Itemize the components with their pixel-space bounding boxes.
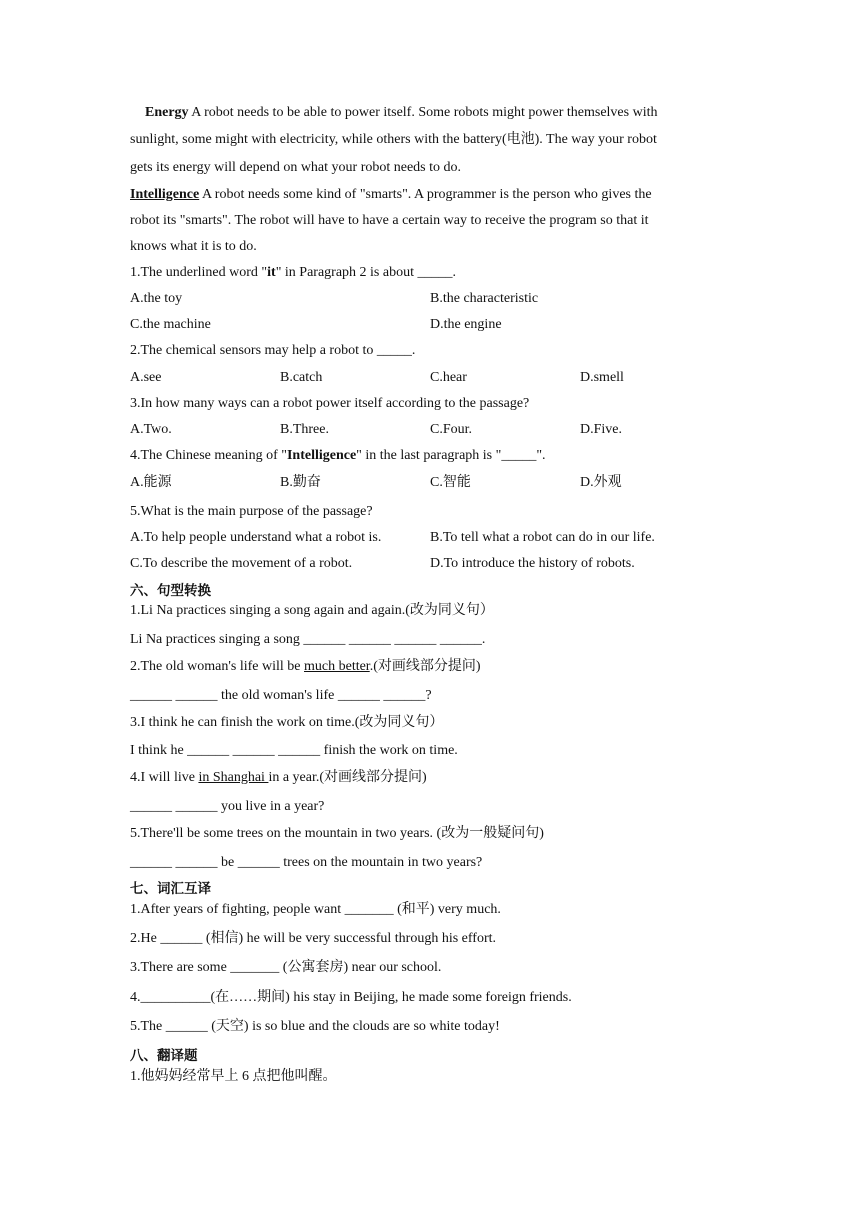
section-7-heading: 七、词汇互译 [130,881,211,897]
section-6-heading: 六、句型转换 [130,583,211,599]
section-6-item-3-blanks: I think he ______ ______ ______ finish the work on time. [130,743,458,758]
q1-option-d: D.the engine [430,317,502,332]
q2-option-c: C.hear [430,370,467,385]
question-2: 2.The chemical sensors may help a robot to _____. [130,343,416,358]
section-7-item-2: 2.He ______ (相信) he will be very successful through his effort. [130,931,496,946]
section-7-item-1: 1.After years of fighting, people want _______ (和平) very much. [130,902,501,917]
q5-option-b: B.To tell what a robot can do in our life. [430,530,655,545]
energy-title: Energy [145,105,189,120]
question-3: 3.In how many ways can a robot power itself according to the passage? [130,396,530,411]
q1-option-c: C.the machine [130,317,211,332]
q1-option-a: A.the toy [130,291,183,306]
q2-option-a: A.see [130,370,162,385]
q2-option-b: B.catch [280,370,323,385]
q5-option-c: C.To describe the movement of a robot. [130,556,353,571]
section-7-item-4: 4.__________(在……期间) his stay in Beijing, he made some foreign friends. [130,990,572,1005]
q2-option-d: D.smell [580,370,624,385]
section-8-item-1: 1.他妈妈经常早上 6 点把他叫醒。 [130,1069,337,1084]
q1-option-b: B.the characteristic [430,291,539,306]
q3-option-a: A.Two. [130,422,172,437]
intelligence-paragraph-line-1: Intelligence A robot needs some kind of "smarts". A programmer is the person who gives the [130,187,652,202]
section-6-item-3: 3.I think he can finish the work on time.(改为同义句） [130,715,444,730]
intelligence-paragraph-line-2: robot its "smarts". The robot will have to have a certain way to receive the program so that it [130,213,649,228]
q5-option-d: D.To introduce the history of robots. [430,556,635,571]
q3-option-c: C.Four. [430,422,473,437]
question-5: 5.What is the main purpose of the passage? [130,504,373,519]
question-4: 4.The Chinese meaning of "Intelligence" in the last paragraph is "_____". [130,448,546,463]
section-8-heading: 八、翻译题 [130,1048,198,1064]
q4-option-c: C.智能 [430,475,471,490]
section-7-item-3: 3.There are some _______ (公寓套房) near our school. [130,960,442,975]
question-1: 1.The underlined word "it" in Paragraph 2 is about _____. [130,265,456,280]
q4-option-d: D.外观 [580,475,622,490]
q4-option-b: B.勤奋 [280,475,321,490]
section-6-item-4-blanks: ______ ______ you live in a year? [130,799,325,814]
intelligence-title: Intelligence [130,187,200,202]
intelligence-paragraph-line-3: knows what it is to do. [130,239,257,254]
energy-paragraph-line-2: sunlight, some might with electricity, while others with the battery(电池). The way your robot [130,132,657,147]
section-6-item-4: 4.I will live in Shanghai in a year.(对画线部分提问) [130,770,427,785]
section-6-item-2-blanks: ______ ______ the old woman's life ______ ______? [130,688,432,703]
energy-paragraph-line-3: gets its energy will depend on what your robot needs to do. [130,160,462,175]
underlined-phrase: much better [304,659,370,674]
underlined-phrase: in Shanghai [198,770,269,785]
q5-option-a: A.To help people understand what a robot is. [130,530,382,545]
section-6-item-5-blanks: ______ ______ be ______ trees on the mountain in two years? [130,855,483,870]
energy-paragraph-line-1: Energy A robot needs to be able to power itself. Some robots might power themselves with [145,105,658,120]
section-6-item-1: 1.Li Na practices singing a song again and again.(改为同义句） [130,603,494,618]
q3-option-b: B.Three. [280,422,329,437]
section-6-item-2: 2.The old woman's life will be much better.(对画线部分提问) [130,659,481,674]
section-6-item-1-blanks: Li Na practices singing a song ______ ______ ______ ______. [130,632,486,647]
q3-option-d: D.Five. [580,422,622,437]
q4-option-a: A.能源 [130,475,172,490]
section-7-item-5: 5.The ______ (天空) is so blue and the clouds are so white today! [130,1019,500,1034]
section-6-item-5: 5.There'll be some trees on the mountain in two years. (改为一般疑问句) [130,826,544,841]
